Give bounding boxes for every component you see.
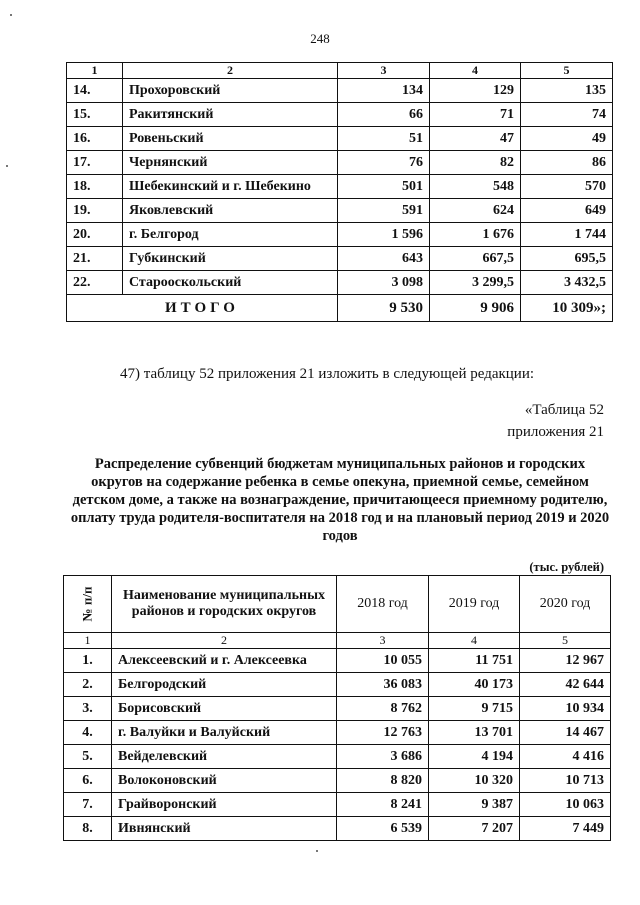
column-number: 5 xyxy=(520,633,611,649)
continued-table xyxy=(66,62,613,322)
value-2020: 49 xyxy=(521,127,613,151)
value-2018: 1 596 xyxy=(338,223,430,247)
value-2018: 591 xyxy=(338,199,430,223)
column-number: 1 xyxy=(64,633,112,649)
row-number: 5. xyxy=(64,745,112,769)
value-2020: 570 xyxy=(521,175,613,199)
value-2019: 3 299,5 xyxy=(430,271,521,295)
table-title: Распределение субвенций бюджетам муниципальных районов и городских округов на содержание ребенка в семье опекуна, приемной семье, семейном детском доме, а также на вознаграждение, причитающееся приемному родителю, оплату труда родителя-воспитателя на 2018 год и на плановый период 2019 и 2020 годов xyxy=(70,456,610,544)
table-row xyxy=(67,199,613,223)
header-num: № п/п xyxy=(64,576,112,633)
total-2019: 9 906 xyxy=(430,295,521,322)
value-2020: 74 xyxy=(521,103,613,127)
row-number: 16. xyxy=(67,127,123,151)
value-2020: 10 063 xyxy=(520,793,611,817)
value-2019: 1 676 xyxy=(430,223,521,247)
value-2019: 4 194 xyxy=(429,745,520,769)
value-2020: 3 432,5 xyxy=(521,271,613,295)
district-name: Губкинский xyxy=(123,247,338,271)
value-2020: 4 416 xyxy=(520,745,611,769)
column-number: 4 xyxy=(429,633,520,649)
total-2018: 9 530 xyxy=(338,295,430,322)
column-number: 5 xyxy=(521,63,613,79)
district-name: Грайворонский xyxy=(112,793,337,817)
value-2018: 66 xyxy=(338,103,430,127)
table-row xyxy=(67,223,613,247)
table-row xyxy=(64,721,611,745)
value-2020: 1 744 xyxy=(521,223,613,247)
table-row xyxy=(64,673,611,697)
value-2019: 9 387 xyxy=(429,793,520,817)
row-number: 15. xyxy=(67,103,123,127)
value-2018: 10 055 xyxy=(337,649,429,673)
value-2018: 76 xyxy=(338,151,430,175)
value-2020: 10 934 xyxy=(520,697,611,721)
value-2019: 11 751 xyxy=(429,649,520,673)
district-name: Белгородский xyxy=(112,673,337,697)
table-header-row xyxy=(67,63,613,79)
header-name: Наименование муниципальных районов и городских округов xyxy=(112,576,337,633)
column-number: 1 xyxy=(67,63,123,79)
district-name: Вейделевский xyxy=(112,745,337,769)
row-number: 21. xyxy=(67,247,123,271)
value-2020: 649 xyxy=(521,199,613,223)
table-row xyxy=(67,175,613,199)
value-2019: 47 xyxy=(430,127,521,151)
column-numbers-row xyxy=(64,633,611,649)
value-2020: 86 xyxy=(521,151,613,175)
value-2019: 667,5 xyxy=(430,247,521,271)
value-2019: 40 173 xyxy=(429,673,520,697)
row-number: 6. xyxy=(64,769,112,793)
district-name: Шебекинский и г. Шебекино xyxy=(123,175,338,199)
value-2020: 135 xyxy=(521,79,613,103)
table-row xyxy=(67,247,613,271)
header-2020: 2020 год xyxy=(520,576,611,633)
value-2018: 3 098 xyxy=(338,271,430,295)
row-number: 17. xyxy=(67,151,123,175)
district-name: Яковлевский xyxy=(123,199,338,223)
value-2019: 624 xyxy=(430,199,521,223)
table-reference-line1: «Таблица 52 xyxy=(524,402,604,418)
row-number: 18. xyxy=(67,175,123,199)
value-2020: 695,5 xyxy=(521,247,613,271)
value-2020: 10 713 xyxy=(520,769,611,793)
value-2019: 82 xyxy=(430,151,521,175)
table-row xyxy=(64,649,611,673)
value-2019: 129 xyxy=(430,79,521,103)
district-name: Чернянский xyxy=(123,151,338,175)
district-name: Старооскольский xyxy=(123,271,338,295)
table-row xyxy=(67,103,613,127)
row-number: 1. xyxy=(64,649,112,673)
district-name: Ровеньский xyxy=(123,127,338,151)
total-2020: 10 309»; xyxy=(521,295,613,322)
value-2018: 3 686 xyxy=(337,745,429,769)
district-name: г. Валуйки и Валуйский xyxy=(112,721,337,745)
value-2019: 7 207 xyxy=(429,817,520,841)
scan-speck xyxy=(316,850,318,852)
value-2018: 643 xyxy=(338,247,430,271)
table-reference-line2: приложения 21 xyxy=(507,424,604,440)
value-2020: 14 467 xyxy=(520,721,611,745)
row-number: 2. xyxy=(64,673,112,697)
row-number: 20. xyxy=(67,223,123,247)
column-number: 2 xyxy=(112,633,337,649)
table-header-row xyxy=(64,576,611,633)
table-row xyxy=(67,127,613,151)
column-number: 3 xyxy=(338,63,430,79)
row-number: 8. xyxy=(64,817,112,841)
column-number: 4 xyxy=(430,63,521,79)
table-row xyxy=(64,745,611,769)
table-row xyxy=(64,769,611,793)
value-2019: 9 715 xyxy=(429,697,520,721)
district-name: Борисовский xyxy=(112,697,337,721)
header-2018: 2018 год xyxy=(337,576,429,633)
value-2018: 12 763 xyxy=(337,721,429,745)
district-name: Волоконовский xyxy=(112,769,337,793)
table-row xyxy=(64,817,611,841)
distribution-table xyxy=(63,575,611,841)
column-number: 3 xyxy=(337,633,429,649)
total-label: ИТОГО xyxy=(67,295,338,322)
value-2018: 501 xyxy=(338,175,430,199)
row-number: 3. xyxy=(64,697,112,721)
value-2019: 10 320 xyxy=(429,769,520,793)
table-row xyxy=(67,79,613,103)
district-name: Алексеевский и г. Алексеевка xyxy=(112,649,337,673)
total-row xyxy=(67,295,613,322)
row-number: 22. xyxy=(67,271,123,295)
table-row xyxy=(64,793,611,817)
column-number: 2 xyxy=(123,63,338,79)
table-row xyxy=(67,151,613,175)
value-2019: 13 701 xyxy=(429,721,520,745)
page-number: 248 xyxy=(310,31,330,46)
value-2020: 12 967 xyxy=(520,649,611,673)
district-name: Ракитянский xyxy=(123,103,338,127)
value-2018: 8 241 xyxy=(337,793,429,817)
unit-label: (тыс. рублей) xyxy=(529,560,604,574)
value-2020: 7 449 xyxy=(520,817,611,841)
table-row xyxy=(64,697,611,721)
value-2020: 42 644 xyxy=(520,673,611,697)
value-2018: 51 xyxy=(338,127,430,151)
district-name: Прохоровский xyxy=(123,79,338,103)
row-number: 4. xyxy=(64,721,112,745)
value-2018: 134 xyxy=(338,79,430,103)
table-reference xyxy=(507,399,604,443)
value-2019: 548 xyxy=(430,175,521,199)
row-number: 19. xyxy=(67,199,123,223)
value-2018: 6 539 xyxy=(337,817,429,841)
header-2019: 2019 год xyxy=(429,576,520,633)
row-number: 7. xyxy=(64,793,112,817)
scan-speck xyxy=(10,14,12,16)
instruction-text: 47) таблицу 52 приложения 21 изложить в следующей редакции: xyxy=(120,366,535,382)
value-2018: 36 083 xyxy=(337,673,429,697)
value-2018: 8 820 xyxy=(337,769,429,793)
district-name: г. Белгород xyxy=(123,223,338,247)
table-row xyxy=(67,271,613,295)
value-2018: 8 762 xyxy=(337,697,429,721)
value-2019: 71 xyxy=(430,103,521,127)
district-name: Ивнянский xyxy=(112,817,337,841)
scan-speck xyxy=(6,165,8,167)
row-number: 14. xyxy=(67,79,123,103)
